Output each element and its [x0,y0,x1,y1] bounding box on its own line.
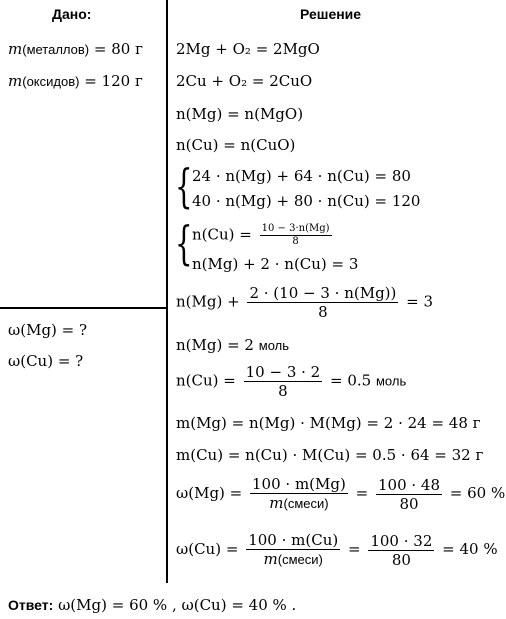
horizontal-divider [0,307,167,309]
system1-equation-a: 24 · n(Mg) + 64 · n(Cu) = 80 [192,167,411,185]
system-brace-1: { [175,159,193,213]
mass-mg: m(Mg) = n(Mg) · M(Mg) = 2 · 24 = 48 г [176,414,481,432]
equation-n-mg: n(Mg) = n(MgO) [176,105,304,123]
vertical-divider [166,0,168,583]
omega-mg-calculation: ω(Mg) = $\frac{100 \cdot m(Mg)}{\text{m(смеси)}}$ = $\frac{100 \cdot 48}{80}$ = 60 % [176,475,506,513]
answer-text: ω(Mg) = 60 % , ω(Cu) = 40 % . [58,596,297,614]
find-omega-mg: ω(Mg) = ? [8,321,88,339]
given-oxides-mass: m(оксидов) = 120 г [8,72,143,90]
result-n-mg: n(Mg) = 2 моль [176,336,290,354]
find-omega-cu: ω(Cu) = ? [8,352,84,370]
result-n-cu: n(Cu) = $\frac{10 - 3 \cdot 2}{8}$ = 0.5 моль [176,363,407,400]
equation-mg-oxidation: 2Mg + O₂ = 2MgO [176,40,320,58]
given-metals-mass: m(металлов) = 80 г [8,40,143,58]
equation-n-cu: n(Cu) = n(CuO) [176,136,296,154]
omega-cu-calculation: ω(Cu) = $\frac{100 \cdot m(Cu)}{\text{m(смеси)}}$ = $\frac{100 \cdot 32}{80}$ = 40 % [176,531,498,569]
equation-cu-oxidation: 2Cu + O₂ = 2CuO [176,72,313,90]
given-header: Дано: [52,6,92,22]
answer-label: Ответ: [8,597,54,613]
system-brace-2: { [175,216,193,270]
answer-line [8,596,296,614]
system2-equation-a: n(Cu) = $\frac{10 - 3\cdot n(Mg)}{8}$ [192,223,330,247]
solution-header: Решение [300,6,362,22]
equation-substitution: n(Mg) + $\frac{2 \cdot (10 - 3 \cdot n(Mg))}{8}$ = 3 [176,284,434,321]
mass-cu: m(Cu) = n(Cu) · M(Cu) = 0.5 · 64 = 32 г [176,446,484,464]
system1-equation-b: 40 · n(Mg) + 80 · n(Cu) = 120 [192,192,421,210]
system2-equation-b: n(Mg) + 2 · n(Cu) = 3 [192,255,359,273]
